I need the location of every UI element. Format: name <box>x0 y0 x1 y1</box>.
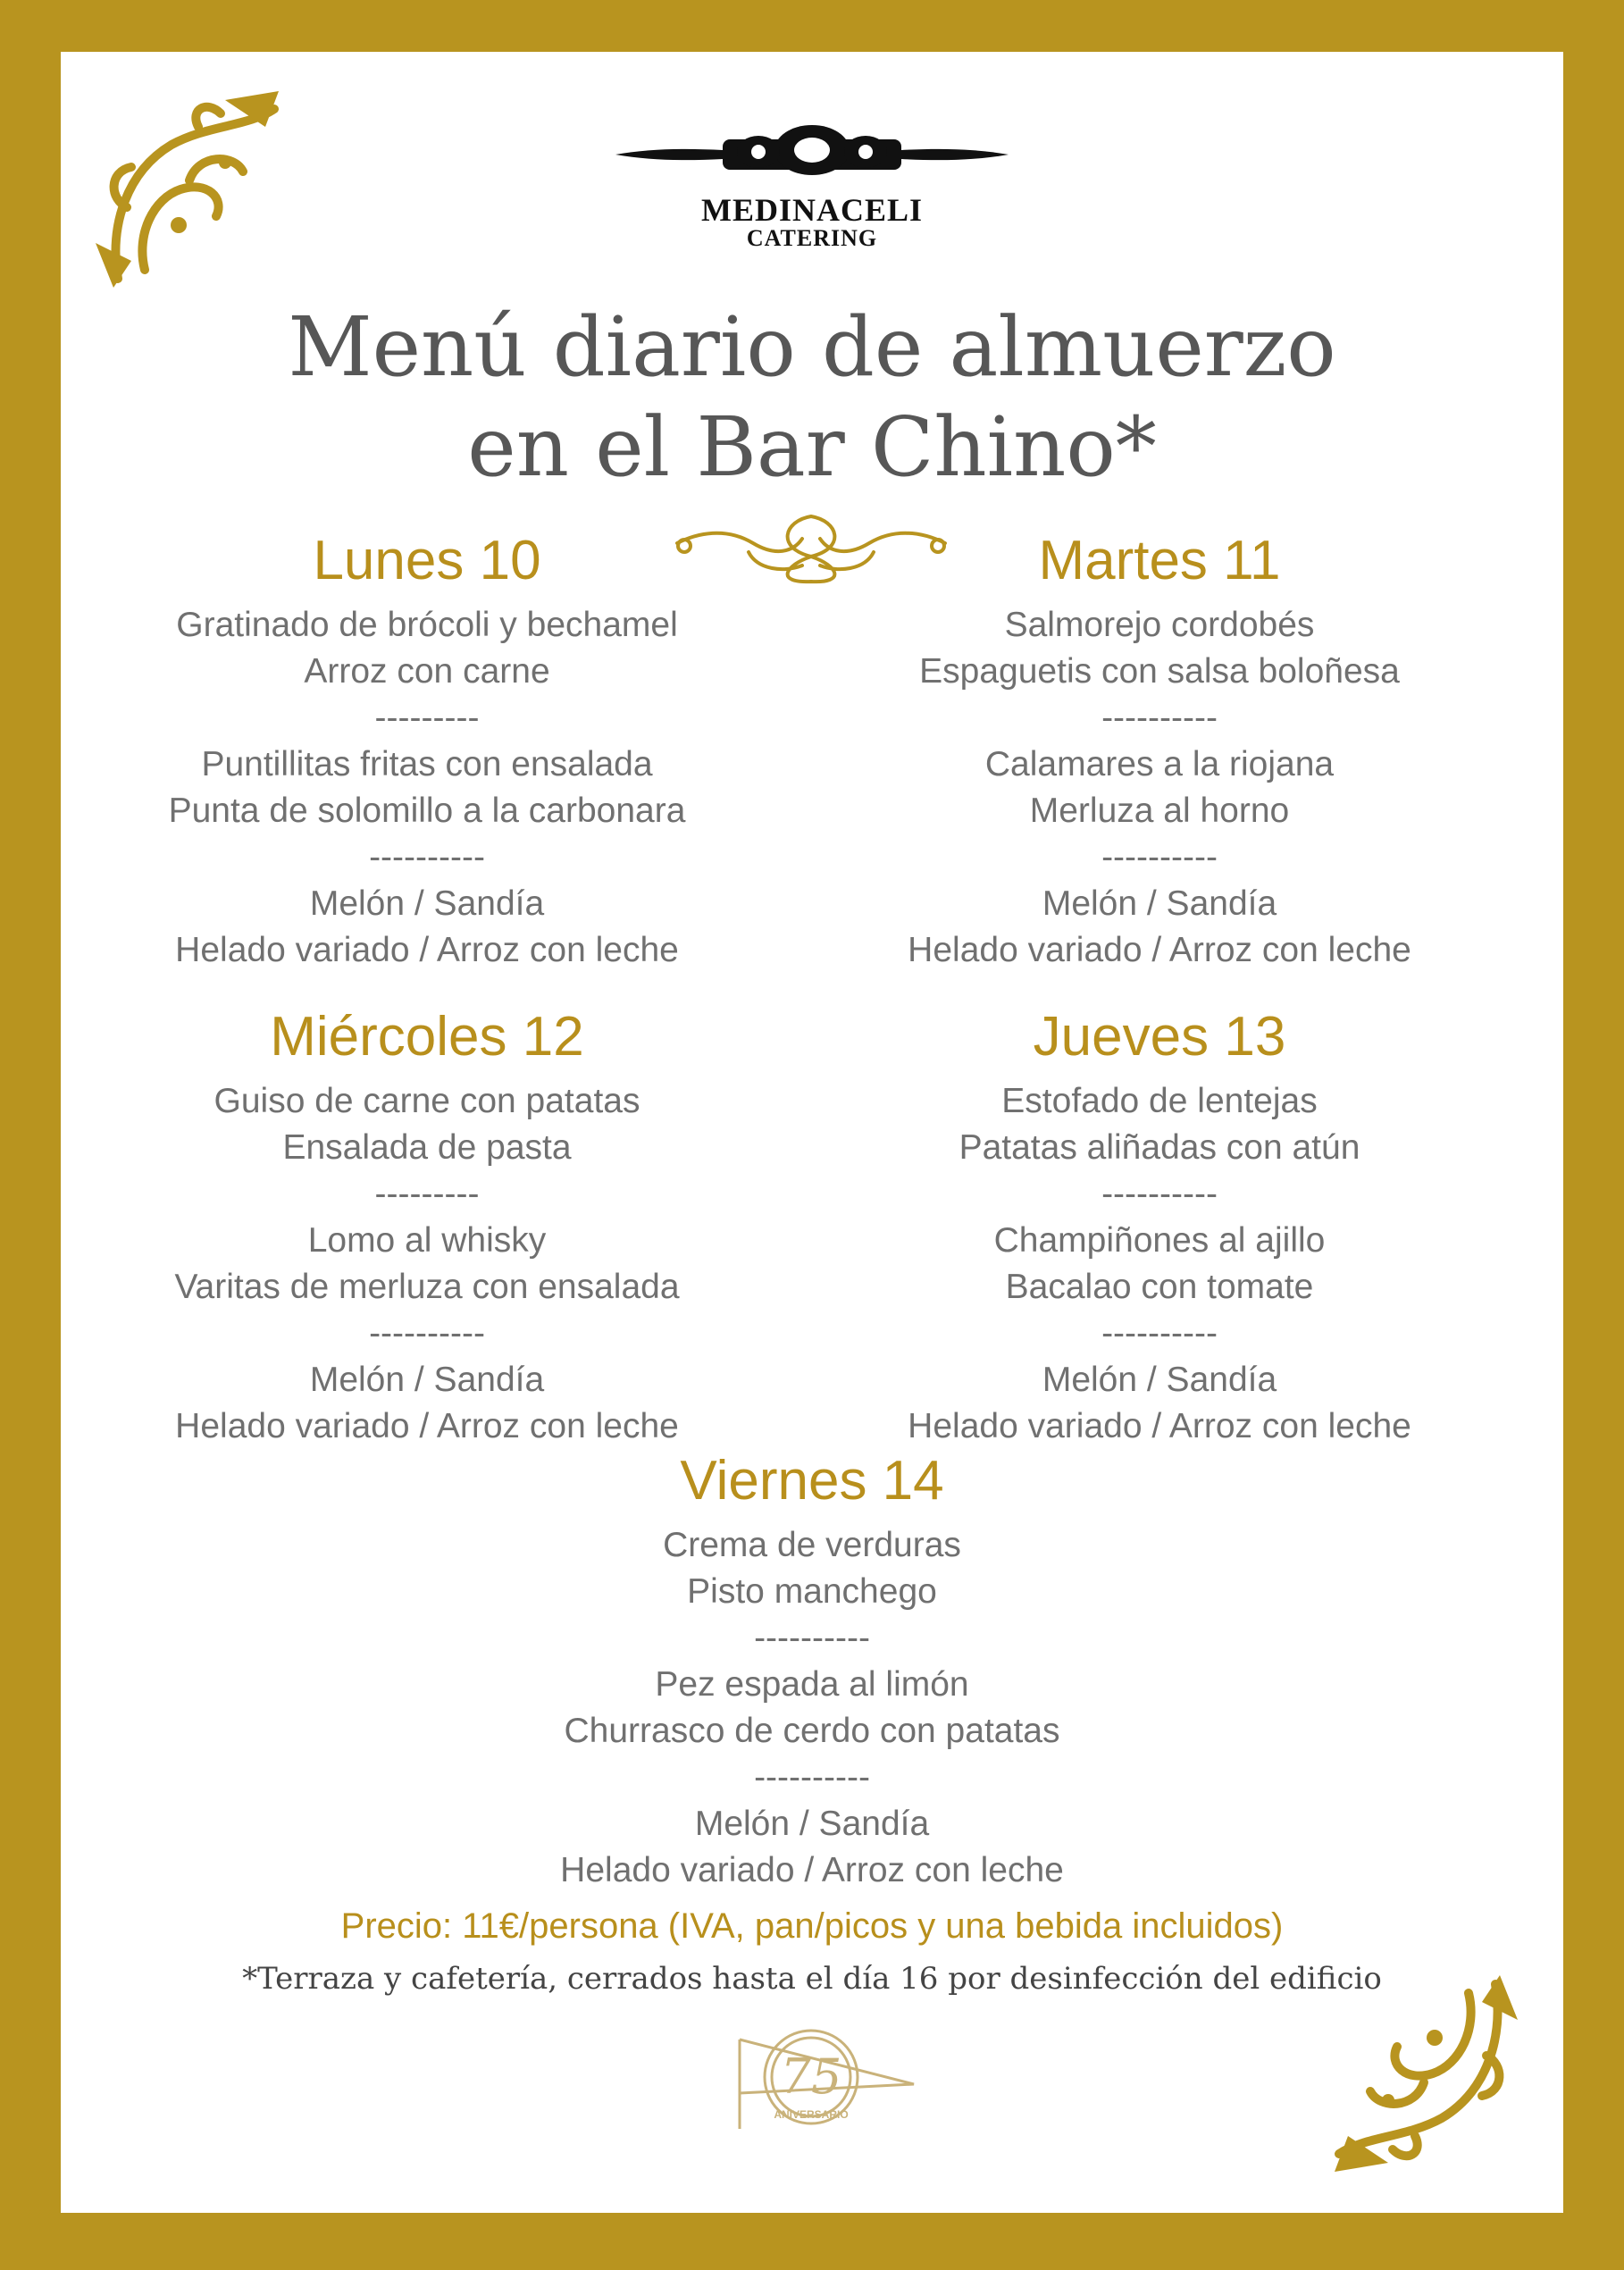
brand-name: MEDINACELI <box>700 192 924 228</box>
menu-item: Melón / Sandía <box>1042 1361 1277 1399</box>
menu-item: Melón / Sandía <box>309 884 545 923</box>
menu-separator: ---------- <box>1101 1314 1218 1353</box>
menu-card <box>61 52 1563 2213</box>
menu-separator: ---------- <box>369 838 485 876</box>
brand-logo <box>61 123 1563 252</box>
menu-item: Pez espada al limón <box>655 1665 969 1704</box>
menu-item: Espaguetis con salsa boloñesa <box>919 652 1400 691</box>
menu-item: Punta de solomillo a la carbonara <box>168 792 686 830</box>
menu-item: Helado variado / Arroz con leche <box>908 1407 1411 1445</box>
menu-item: Churrasco de cerdo con patatas <box>564 1712 1060 1750</box>
menu-item: Estofado de lentejas <box>1001 1082 1318 1120</box>
menu-item: Helado variado / Arroz con leche <box>175 1407 679 1445</box>
menu-separator: ---------- <box>1101 699 1218 737</box>
footnote: *Terraza y cafetería, cerrados hasta el día 16 por desinfección del edificio <box>242 1961 1382 1997</box>
menu-item: Pisto manchego <box>687 1572 937 1611</box>
menu-item: Salmorejo cordobés <box>1004 606 1315 644</box>
menu-item: Melón / Sandía <box>309 1361 545 1399</box>
anniversary-label: ANIVERSARIO <box>774 2108 849 2121</box>
day-title: Viernes 14 <box>680 1450 944 1512</box>
day-title: Martes 11 <box>1038 530 1281 591</box>
menu-item: Merluza al horno <box>1029 792 1290 830</box>
menu-item: Champiñones al ajillo <box>993 1221 1326 1260</box>
menu-item: Gratinado de brócoli y bechamel <box>176 606 678 644</box>
menu-item: Patatas aliñadas con atún <box>958 1128 1360 1167</box>
menu-separator: ---------- <box>1101 1175 1218 1213</box>
menu-item: Ensalada de pasta <box>282 1128 572 1167</box>
menu-item: Crema de verduras <box>663 1526 961 1564</box>
menu-separator: ---------- <box>369 1314 485 1353</box>
menu-separator: ---------- <box>754 1619 870 1657</box>
anniversary-seal-icon <box>704 2022 918 2147</box>
day-wednesday <box>79 1001 775 1450</box>
day-title: Jueves 13 <box>1033 1006 1286 1068</box>
day-thursday <box>811 1001 1508 1450</box>
menu-item: Bacalao con tomate <box>1005 1268 1314 1306</box>
page-title <box>61 297 1563 498</box>
day-title: Lunes 10 <box>313 530 541 591</box>
anniversary-number: 75 <box>780 2048 842 2105</box>
menu-item: Calamares a la riojana <box>984 745 1335 783</box>
menu-item: Helado variado / Arroz con leche <box>908 931 1411 969</box>
menu-item: Melón / Sandía <box>1042 884 1277 923</box>
crest-icon <box>615 123 1009 186</box>
menu-separator: ---------- <box>754 1758 870 1797</box>
menu-item: Melón / Sandía <box>694 1805 930 1843</box>
brand-subtitle: CATERING <box>746 225 878 251</box>
menu-item: Helado variado / Arroz con leche <box>560 1851 1064 1889</box>
day-tuesday <box>811 525 1508 974</box>
day-title: Miércoles 12 <box>270 1006 584 1068</box>
menu-item: Lomo al whisky <box>307 1221 547 1260</box>
corner-ornament-icon <box>1326 1975 1522 2172</box>
title-line-2: en el Bar Chino* <box>467 399 1157 495</box>
menu-item: Helado variado / Arroz con leche <box>175 931 679 969</box>
menu-item: Puntillitas fritas con ensalada <box>201 745 653 783</box>
menu-separator: --------- <box>374 1175 480 1213</box>
menu-item: Guiso de carne con patatas <box>213 1082 640 1120</box>
price-line: Precio: 11€/persona (IVA, pan/picos y una bebida incluidos) <box>340 1906 1284 1946</box>
menu-separator: --------- <box>374 699 480 737</box>
menu-separator: ---------- <box>1101 838 1218 876</box>
menu-item: Varitas de merluza con ensalada <box>174 1268 680 1306</box>
menu-item: Arroz con carne <box>304 652 550 691</box>
day-monday <box>79 525 775 974</box>
title-line-1: Menú diario de almuerzo <box>288 299 1336 395</box>
day-friday <box>464 1445 1160 1894</box>
